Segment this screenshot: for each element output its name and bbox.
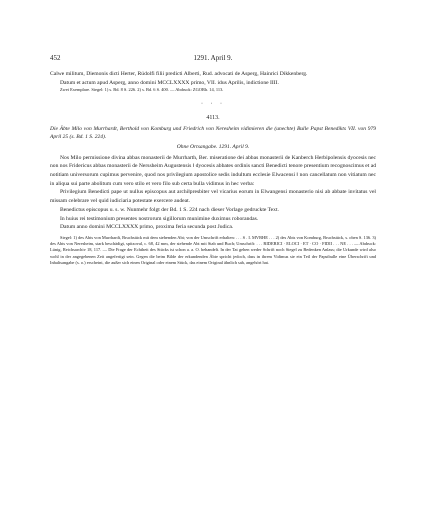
document-regest: Die Äbte Milo von Murrhardt, Berthold von Komburg und Friedrich von Neresheim vidimieren die (unechte) Bulle Papst Benedikts VII. von 979 April 25 (s. Bd. 1 S. 224). (50, 125, 376, 141)
prev-doc-witnesses: Calwe militum, Diemonis dicti Herter, Rúdolfi filii predicti Alberti, Rud. advocati de Asperg, Hainrici Dikkenberg. (50, 71, 308, 77)
document-paragraph: In huius rei testimonium presentes nostrorum sigillorum munimine duximus roborandas. (60, 215, 259, 222)
document-footnote: Siegel: 1) des Abts von Murrhardt, Bruchstück mit dem stehenden Abt; von der Umschrift erhalten: . . . S . I. MVRHE . . . 2) des Abts von Komburg, Bruchstück, s. oben S. 136. 3) des Abts von Neresheim, stark beschädigt, spitzoval, c. 68, 42 mm, der stehende Abt mit Stab und Buch; Umschrift: . . . RIDERICI · ELOCI · ET · CO · FIDII . . . NE . . . — Abdruck: Lünig, Reichsarchiv 18, 117. — Die Frage der Echtheit des Stücks ist schon a. a. O. behandelt. In der Tat gehen weder Schrift noch Siegel zu Bedenken Anlass; die Urkunde wird also wohl in der angegebenen Zeit angefertigt sein. Gegen die beim Bilde der erkundenden Äbte spricht jedoch, dass in ihrem Vidimus sie ein Teil der Papstbulle eine Überschrift und Inhaltsangabe (s. o.) erscheint, die außer sich einen Original oder einem Stück, das einem Original ähnlich sah, angehört hat. (50, 234, 376, 265)
document-paragraph: Benedictus episcopus u. s. w. Nunmehr folgt der Bd. 1 S. 224 nach dieser Vorlage gedruckte Text. (60, 206, 279, 213)
prev-doc-note: Zwei Exemplare. Siegel: 1) s. Bd. 8 S. 226. 2) s. Bd. 6 S. 400. — Abdruck: ZGORh. 14, 113. (60, 87, 224, 93)
document-place-date: Ohne Ortsangabe. 1291. April 9. (176, 143, 250, 150)
document-paragraph: Datum anno domini MCCLXXXX primo, proxima feria secunda post Judica. (60, 224, 234, 231)
page-header (50, 54, 376, 64)
document-paragraph: Nos Milo permissione divina abbas monasterii de Murrharth, Ber. miseratione dei abbas monasterii de Kanberch Herbipolensis dyocesis nec non nos Fridericus abbas monasterii de Nerssheim Augustensis ‖ dyocesis abbates ordinis sancti Benedicti tenore presentium recognoscimus et ad notitiam universorum cupimus pervenire, quod nos privilegium apostolice sedis indultum ecclesie Elwacensi ‖ non cancellatum non vitiatum nec in aliqua sui parte abolitum cum vero stilo et vero filo sub certa bulla vidimus in hec verba: (50, 154, 376, 187)
document-paragraph: Privilegium Benedicti pape ut nullus episcopus aut archi‖presbiter vel vicarius eorum in Elwangensi monasterio nisi ab abbate invitatus vel missam celebrare vel quid iudiciaria potestate exercere audeat. (50, 189, 376, 205)
page-date-heading: 1291. April 9. (193, 54, 233, 62)
prev-doc-dating: Datum et actum apud Asperg, anno domini MCCLXXXX primo, VII. idus Aprilis, indictione IIII. (60, 79, 279, 86)
page-number: 452 (50, 54, 61, 62)
section-separator: · · · (201, 100, 225, 107)
document-body (50, 70, 376, 266)
document-number: 4113. (206, 114, 220, 121)
